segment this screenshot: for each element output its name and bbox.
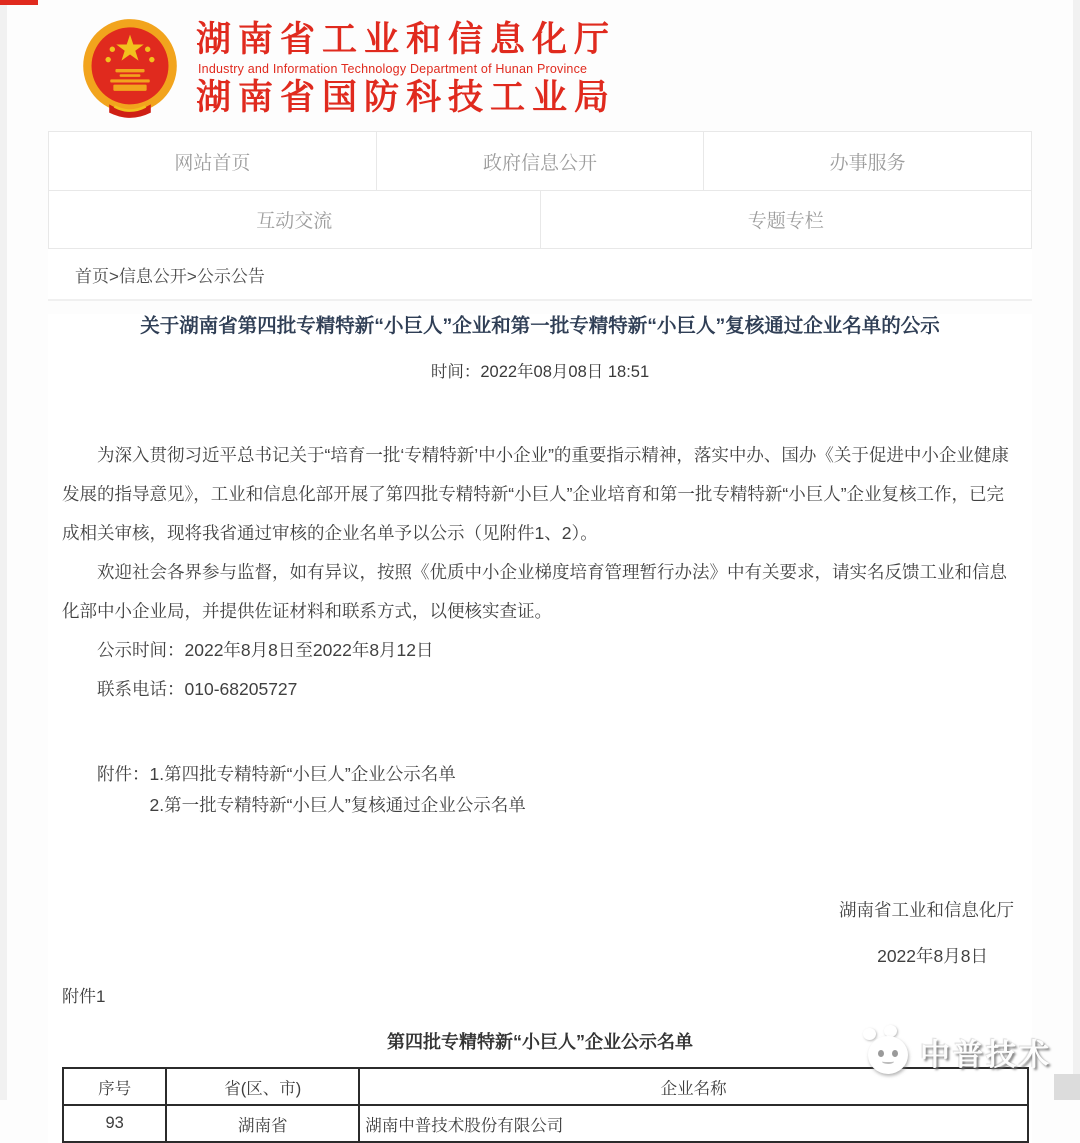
signature-org: 湖南省工业和信息化厅: [839, 900, 1014, 921]
cell-serial: 93: [63, 1105, 166, 1142]
attachment-item-1[interactable]: 1.第四批专精特新“小巨人”企业公示名单: [149, 764, 456, 785]
right-edge-strip: [1073, 0, 1080, 1100]
nav-row-2: [49, 190, 1031, 248]
attachment-item-2[interactable]: 2.第一批专精特新“小巨人”复核通过企业公示名单: [149, 795, 526, 816]
site-header: [0, 0, 1080, 128]
document-body: [62, 436, 1018, 709]
paragraph-1: 为深入贯彻习近平总书记关于“培育一批‘专精特新’中小企业”的重要指示精神，落实中办、国办《关于促进中小企业健康发展的指导意见》，工业和信息化部开展了第四批专精特新“小巨人”企业培育和第一批专精特新“小巨人”企业复核工作，已完成相关审核，现将我省通过审核的企业名单予以公示（见附件1、2）。: [62, 445, 1009, 544]
attachment-line-2: [62, 790, 1018, 821]
attachments-label: 附件：: [97, 764, 150, 785]
watermark-text: 中普技术: [920, 1039, 1052, 1072]
paragraph-contact-phone: 联系电话：010-68205727: [97, 679, 298, 700]
breadcrumb[interactable]: 首页>信息公开>公示公告: [75, 267, 265, 286]
nav-item-interaction[interactable]: 互动交流: [256, 211, 333, 232]
main-nav: [48, 131, 1032, 249]
left-edge-strip: [0, 0, 7, 1100]
org-name-cn2: 湖南省国防科技工业局: [196, 77, 617, 117]
signature-date: 2022年8月8日: [877, 946, 988, 967]
nav-item-home[interactable]: 网站首页: [174, 152, 251, 174]
article: [48, 314, 1032, 1143]
org-title-block: [196, 21, 616, 117]
cell-province: 湖南省: [166, 1105, 359, 1142]
nav-item-gov-info[interactable]: 政府信息公开: [376, 132, 704, 190]
breadcrumb-bar: [48, 249, 1032, 301]
paragraph-2: 欢迎社会各界参与监督，如有异议，按照《优质中小企业梯度培育管理暂行办法》中有关要求，请实名反馈工业和信息化部中小企业局，并提供佐证材料和联系方式，以便核实查证。: [62, 562, 1007, 622]
national-emblem-icon: [78, 16, 182, 122]
roster-table-title: 第四批专精特新“小巨人”企业公示名单: [387, 1032, 693, 1053]
org-name-en: Industry and Information Technology Department of Hunan Province: [198, 61, 588, 76]
attachments: [62, 759, 1018, 821]
nav-row-1: [49, 132, 1031, 190]
zhongpu-mascot-logo-icon: [862, 1028, 912, 1076]
col-header-province: 省(区、市): [166, 1068, 359, 1105]
attachment-line-1: [62, 759, 1018, 790]
publish-time: 时间：2022年08月08日 18:51: [430, 363, 650, 382]
org-name-cn: 湖南省工业和信息化厅: [196, 20, 617, 59]
col-header-company: 企业名称: [359, 1068, 1028, 1105]
scrollbar-fragment: [1054, 1074, 1080, 1100]
page-title: 关于湖南省第四批专精特新“小巨人”企业和第一批专精特新“小巨人”复核通过企业名单的公示: [140, 315, 940, 337]
zhongpu-watermark: [862, 1028, 1052, 1076]
cell-company: 湖南中普技术股份有限公司: [359, 1105, 1028, 1142]
appendix-1-label: 附件1: [62, 987, 106, 1007]
top-left-red-mark: [0, 0, 38, 5]
table-row: [63, 1105, 1028, 1142]
company-roster-table: [62, 1067, 1029, 1143]
col-header-serial: 序号: [63, 1068, 166, 1105]
paragraph-publicity-period: 公示时间：2022年8月8日至2022年8月12日: [97, 640, 434, 661]
nav-item-special-columns[interactable]: 专题专栏: [540, 191, 1032, 248]
signature-block: [62, 897, 1018, 968]
nav-item-services[interactable]: 办事服务: [703, 132, 1031, 190]
